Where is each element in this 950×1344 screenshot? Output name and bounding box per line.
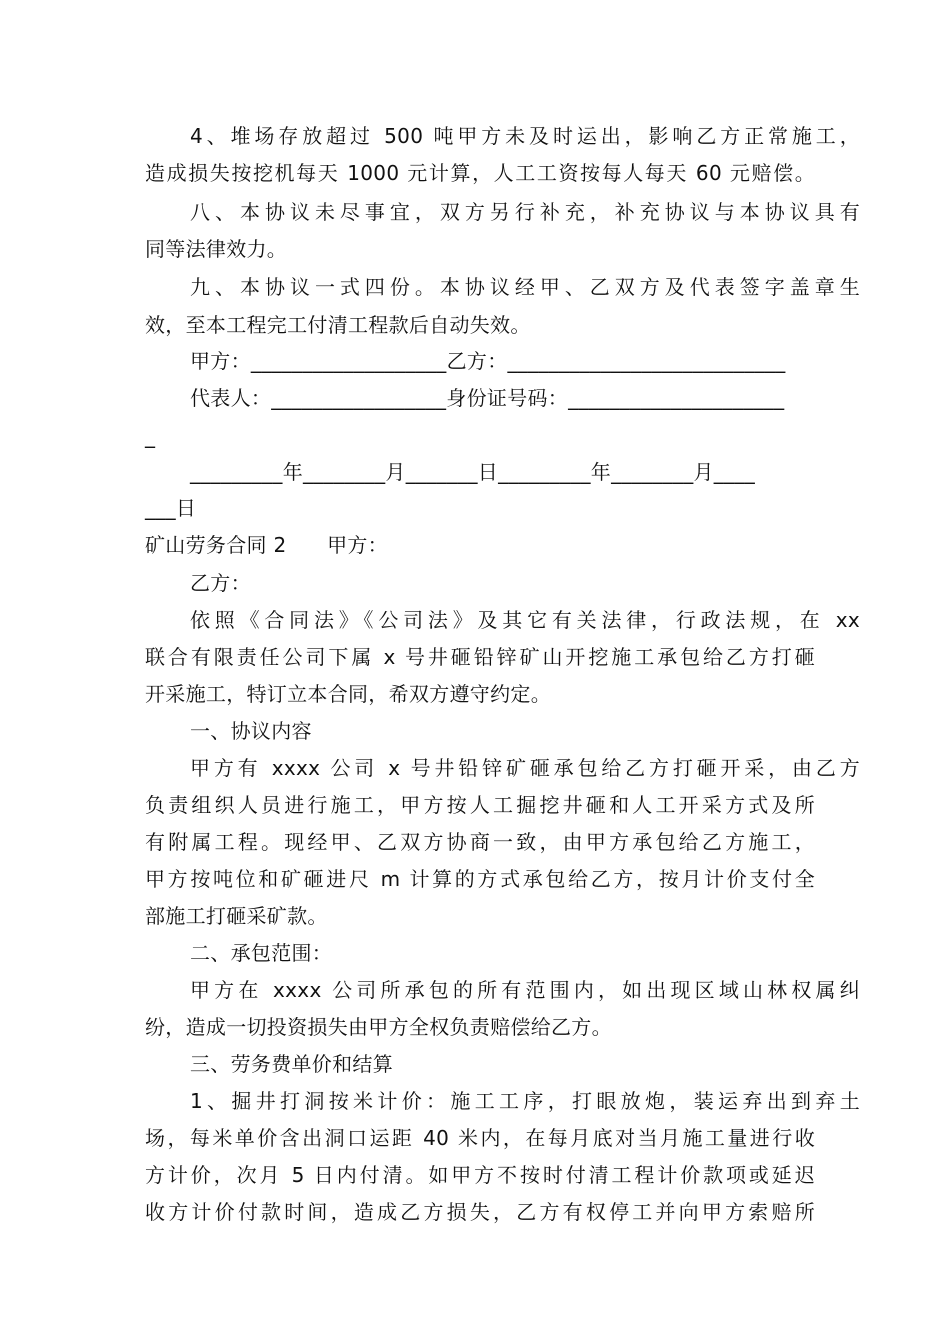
signature-line-parties: 甲方：___________________乙方：___________________________ bbox=[190, 349, 786, 373]
section-heading: 一、协议内容 bbox=[190, 719, 312, 743]
paragraph-line: 方计价，次月 5 日内付清。如甲方不按时付清工程计价款项或延迟 bbox=[145, 1163, 815, 1187]
paragraph-line: 联合有限责任公司下属 x 号井砸铅锌矿山开挖施工承包给乙方打砸 bbox=[145, 645, 815, 669]
paragraph-line: 纷，造成一切投资损失由甲方全权负责赔偿给乙方。 bbox=[145, 1015, 612, 1039]
paragraph-line: 甲方按吨位和矿砸进尺 m 计算的方式承包给乙方，按月计价支付全 bbox=[145, 867, 815, 891]
paragraph-line: 九、本协议一式四份。本协议经甲、乙双方及代表签字盖章生 bbox=[190, 275, 860, 299]
paragraph-line: 1、掘井打洞按米计价：施工工序，打眼放炮，装运弃出到弃土 bbox=[190, 1089, 860, 1113]
paragraph-line: 八、本协议未尽事宜，双方另行补充，补充协议与本协议具有 bbox=[190, 200, 860, 224]
paragraph-line: 甲方有 xxxx 公司 x 号井铅锌矿砸承包给乙方打砸开采，由乙方 bbox=[190, 756, 860, 780]
paragraph-line: 甲方在 xxxx 公司所承包的所有范围内，如出现区域山林权属纠 bbox=[190, 978, 860, 1002]
paragraph-line: 负责组织人员进行施工，甲方按人工掘挖井砸和人工开采方式及所 bbox=[145, 793, 815, 817]
signature-line-continuation: _ bbox=[145, 424, 156, 448]
paragraph-line: 效，至本工程完工付清工程款后自动失效。 bbox=[145, 313, 531, 337]
paragraph-line: 4、堆场存放超过 500 吨甲方未及时运出，影响乙方正常施工， bbox=[190, 124, 860, 148]
section-heading: 二、承包范围： bbox=[190, 941, 333, 965]
section-heading: 三、劳务费单价和结算 bbox=[190, 1052, 393, 1076]
date-line: _________年________月_______日_________年________月____ bbox=[190, 460, 755, 484]
contract-title: 矿山劳务合同 2 甲方： bbox=[145, 533, 388, 557]
paragraph-line: 依照《合同法》《公司法》及其它有关法律，行政法规，在 xx bbox=[190, 608, 860, 632]
paragraph-line: 有附属工程。现经甲、乙双方协商一致，由甲方承包给乙方施工， bbox=[145, 830, 815, 854]
signature-line-representative: 代表人：_________________身份证号码：_____________________ bbox=[190, 386, 785, 410]
paragraph-line: 同等法律效力。 bbox=[145, 237, 288, 261]
paragraph-line: 造成损失按挖机每天 1000 元计算，人工工资按每人每天 60 元赔偿。 bbox=[145, 161, 815, 185]
paragraph-line: 部施工打砸采矿款。 bbox=[145, 904, 328, 928]
paragraph-line: 开采施工，特订立本合同，希双方遵守约定。 bbox=[145, 682, 551, 706]
paragraph-line: 场，每米单价含出洞口运距 40 米内，在每月底对当月施工量进行收 bbox=[145, 1126, 815, 1150]
paragraph-line: 收方计价付款时间，造成乙方损失，乙方有权停工并向甲方索赔所 bbox=[145, 1200, 815, 1224]
party-b-label: 乙方： bbox=[190, 571, 251, 595]
date-line-continuation: ___日 bbox=[145, 496, 197, 520]
